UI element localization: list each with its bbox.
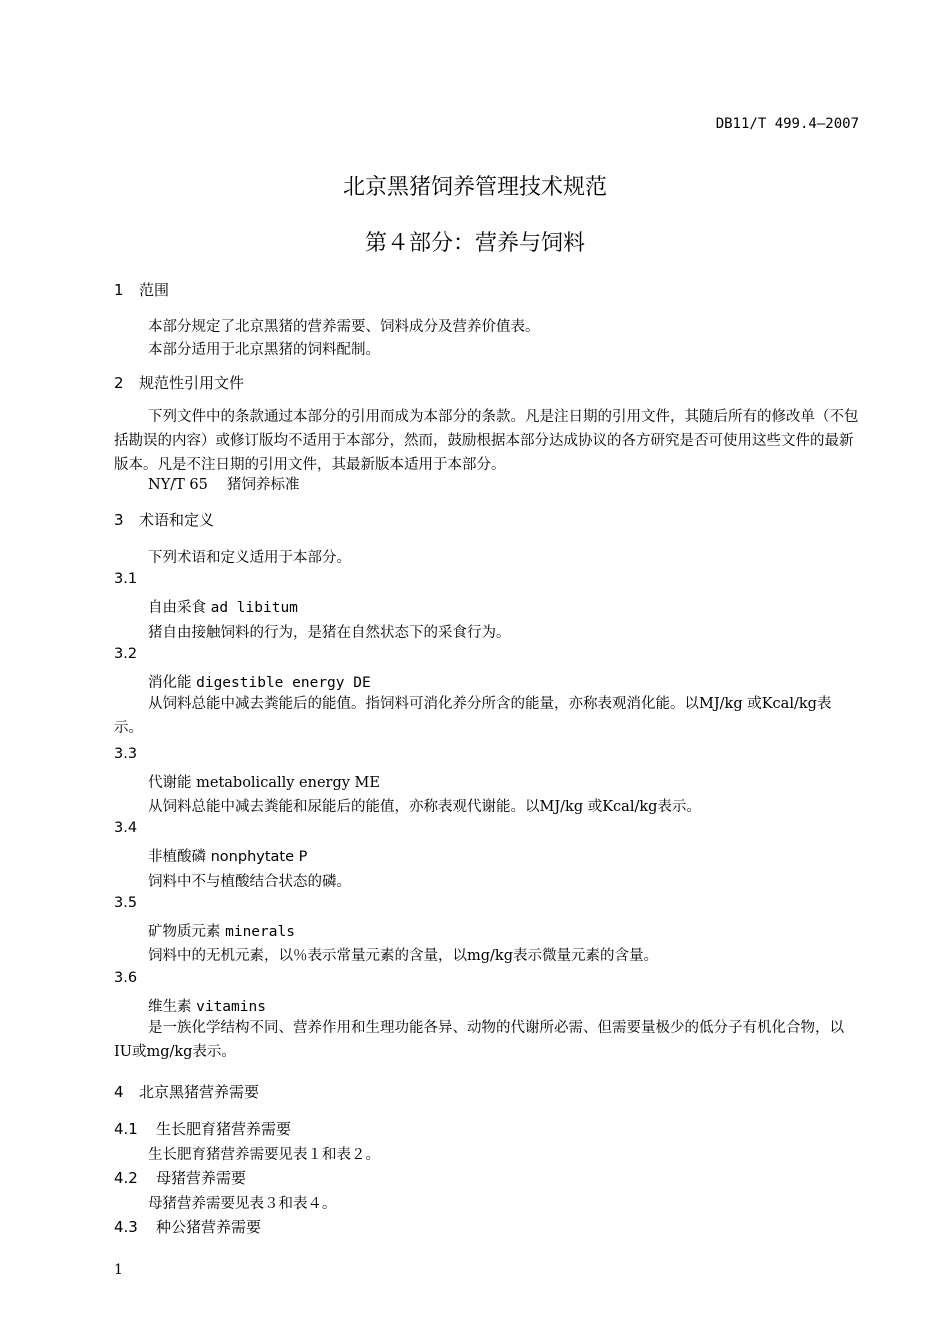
term-name: 非植酸磷 nonphytate P <box>148 849 308 865</box>
document-code: DB11/T 499.4—2007 <box>715 116 859 132</box>
term-name: 自由采食 ad libitum <box>148 600 298 616</box>
section-1-heading: 1 范围 <box>114 281 170 299</box>
term-name: 消化能 digestible energy DE <box>148 675 371 691</box>
term-name: 矿物质元素 minerals <box>148 924 295 940</box>
term-number: 3.4 <box>114 820 138 836</box>
subsection-heading: 4.3 种公猪营养需要 <box>114 1218 262 1236</box>
term-number: 3.5 <box>114 895 138 911</box>
term-number: 3.2 <box>114 646 138 662</box>
subsection-heading: 4.2 母猪营养需要 <box>114 1169 247 1187</box>
section-1-paragraph-1: 本部分规定了北京黑猪的营养需要、饲料成分及营养价值表。 <box>148 319 540 335</box>
subsection-text: 母猪营养需要见表３和表４。 <box>148 1196 337 1212</box>
section-2-heading: 2 规范性引用文件 <box>114 374 245 392</box>
term-name: 代谢能 metabolically energy ME <box>148 775 380 791</box>
term-number: 3.3 <box>114 746 138 762</box>
normative-reference: NY/T 65 猪饲养标准 <box>148 477 300 493</box>
term-definition: 从饲料总能中减去粪能后的能值。指饲料可消化养分所含的能量，亦称表观消化能。以MJ/kg 或Kcal/kg表示。 <box>114 696 832 736</box>
section-1-paragraph-2: 本部分适用于北京黑猪的饲料配制。 <box>148 342 380 358</box>
term-definition: 从饲料总能中减去粪能和尿能后的能值，亦称表观代谢能。以MJ/kg 或Kcal/kg表示。 <box>148 799 701 815</box>
section-3-heading: 3 术语和定义 <box>114 511 215 529</box>
term-number: 3.6 <box>114 970 138 986</box>
section-4-heading: 4 北京黑猪营养需要 <box>114 1083 260 1101</box>
page-number: 1 <box>114 1262 123 1278</box>
section-2-paragraph: 下列文件中的条款通过本部分的引用而成为本部分的条款。凡是注日期的引用文件，其随后所有的修改单（不包括勘误的内容）或修订版均不适用于本部分，然而，鼓励根据本部分达成协议的各方研究是否可使用这些文件的最新版本。凡是不注日期的引用文件，其最新版本适用于本部分。 <box>114 409 859 473</box>
term-number: 3.1 <box>114 571 138 587</box>
term-definition: 饲料中的无机元素，以％表示常量元素的含量，以mg/kg表示微量元素的含量。 <box>148 948 658 964</box>
subsection-heading: 4.1 生长肥育猪营养需要 <box>114 1120 292 1138</box>
term-name: 维生素 vitamins <box>148 999 266 1015</box>
subsection-text: 生长肥育猪营养需要见表１和表２。 <box>148 1147 380 1163</box>
term-definition: 饲料中不与植酸结合状态的磷。 <box>148 874 351 890</box>
term-definition: 猪自由接触饲料的行为，是猪在自然状态下的采食行为。 <box>148 625 511 641</box>
term-definition: 是一族化学结构不同、营养作用和生理功能各异、动物的代谢所必需、但需要量极少的低分子有机化合物，以IU或mg/kg表示。 <box>114 1020 844 1060</box>
document-title: 北京黑猪饲养管理技术规范 <box>342 175 607 200</box>
section-3-intro: 下列术语和定义适用于本部分。 <box>148 550 351 566</box>
document-subtitle: 第４部分：营养与饲料 <box>364 231 585 256</box>
